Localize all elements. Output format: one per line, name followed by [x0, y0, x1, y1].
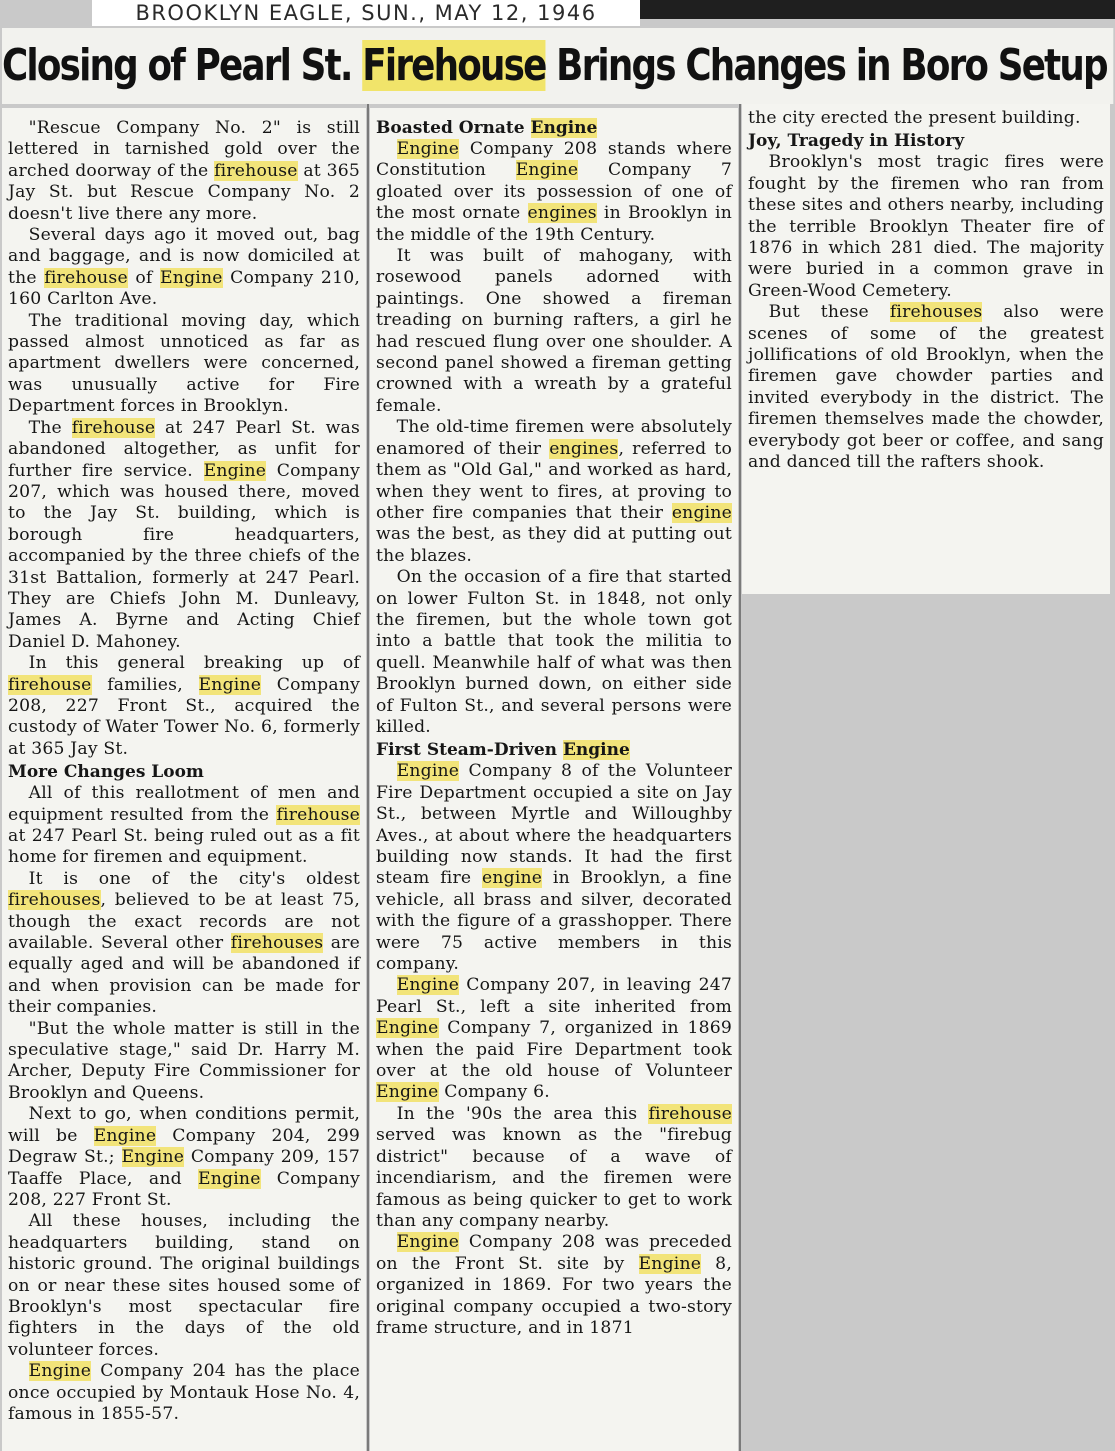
- keyword-highlight: firehouse: [214, 160, 298, 181]
- keyword-highlight: Engine: [198, 1168, 261, 1189]
- keyword-highlight: firehouse: [276, 804, 360, 825]
- headline: [2, 28, 1113, 104]
- paragraph: The old-time firemen were absolutely enamored of their engines, referred to them as "Old Gal," and worked as hard, when they went to fires, at proving to other fire companies that their engine was the best, as they did at putting out the blazes.: [376, 417, 732, 566]
- masthead: BROOKLYN EAGLE, SUN., MAY 12, 1946: [92, 0, 640, 26]
- keyword-highlight: Engine: [160, 267, 223, 288]
- masthead-bar: [640, 0, 1115, 19]
- keyword-highlight: engines: [527, 203, 597, 224]
- keyword-highlight: Engine: [530, 118, 598, 138]
- article-column-1: [2, 108, 366, 1451]
- paragraph: In this general breaking up of firehouse families, Engine Company 208, 227 Front St., acquired the custody of Water Tower No. 6, formerly at 365 Jay St.: [8, 653, 361, 759]
- keyword-highlight: Engine: [376, 1018, 439, 1039]
- column-rule: [739, 104, 741, 1451]
- paragraph: Engine Company 204 has the place once occupied by Montauk Hose No. 4, famous in 1855-57.: [8, 1361, 360, 1424]
- headline-highlight: Firehouse: [362, 40, 546, 91]
- keyword-highlight: firehouse: [44, 267, 128, 288]
- subheading: Joy, Tragedy in History: [748, 131, 965, 152]
- keyword-highlight: Engine: [203, 460, 267, 481]
- keyword-highlight: Engine: [515, 160, 579, 181]
- keyword-highlight: Engine: [376, 1082, 439, 1103]
- keyword-highlight: Engine: [396, 1232, 460, 1253]
- keyword-highlight: Engine: [93, 1125, 157, 1146]
- paragraph: "Rescue Company No. 2" is still lettered in tarnished gold over the arched doorway of the firehouse at 365 Jay St. but Rescue Company No. 2 doesn't live there any more.: [8, 118, 360, 224]
- keyword-highlight: Engine: [396, 761, 460, 782]
- paragraph: It is one of the city's oldest firehouses, believed to be at least 75, though the exact records are not available. Several other firehouses are equally aged and will be abandoned if and when provision can be made for their companies.: [8, 868, 360, 1018]
- headline-before: Closing of Pearl St.: [2, 40, 363, 91]
- paragraph: Engine Company 8 of the Volunteer Fire Department occupied a site on Jay St., between Myrtle and Willoughby Aves., at about where the headquarters building now stands. It had the first steam fire engine in Brooklyn, a fine vehicle, all brass and silver, decorated with the figure of a grasshopper. There were 75 active members in this company.: [376, 761, 732, 975]
- paragraph: Brooklyn's most tragic fires were fought by the firemen who ran from these sites and others nearby, including the terrible Brooklyn Theater fire of 1876 in which 281 died. The majority were buried in a common grave in Green-Wood Cemetery.: [748, 152, 1104, 301]
- paragraph: The traditional moving day, which passed almost unnoticed as far as apartment dwellers were concerned, was unusually active for Fire Department forces in Brooklyn.: [8, 310, 360, 417]
- keyword-highlight: Engine: [396, 139, 460, 159]
- keyword-highlight: engine: [671, 502, 732, 523]
- keyword-highlight: Engine: [121, 1147, 185, 1168]
- keyword-highlight: Engine: [198, 674, 262, 695]
- paragraph: Several days ago it moved out, bag and baggage, and is now domiciled at the firehouse of Engine Company 210, 160 Carlton Ave.: [8, 225, 360, 310]
- paragraph: All these houses, including the headquarters building, stand on historic ground. The original buildings on or near these sites housed some of Brooklyn's most spectacular fire fighters in the days of the old volunteer forces.: [8, 1211, 360, 1360]
- keyword-highlight: engine: [482, 868, 543, 889]
- keyword-highlight: firehouse: [71, 417, 156, 438]
- paragraph: "But the whole matter is still in the speculative stage," said Dr. Harry M. Archer, Deputy Fire Commissioner for Brooklyn and Queens.: [8, 1018, 360, 1103]
- keyword-highlight: firehouse: [648, 1103, 732, 1124]
- keyword-highlight: Engine: [562, 740, 630, 761]
- paragraph: On the occasion of a fire that started on lower Fulton St. in 1848, not only the firemen, but the whole town got into a battle that took the militia to quell. Meanwhile half of what was then Brooklyn burned down, on either side of Fulton St., and several persons were killed.: [376, 567, 732, 737]
- keyword-highlight: Engine: [28, 1361, 92, 1382]
- keyword-highlight: firehouses: [230, 933, 324, 954]
- paragraph: Next to go, when conditions permit, will be Engine Company 204, 299 Degraw St.; Engine Company 209, 157 Taaffe Place, and Engine Company 208, 227 Front St.: [8, 1104, 361, 1210]
- article-column-2: [370, 108, 738, 1451]
- headline-after: Brings Changes in Boro Setup: [545, 40, 1107, 91]
- keyword-highlight: Engine: [396, 975, 460, 996]
- column-rule: [367, 104, 369, 1451]
- paragraph: All of this reallotment of men and equipment resulted from the firehouse at 247 Pearl St. being ruled out as a fit home for firemen and equipment.: [8, 783, 360, 868]
- paragraph: But these firehouses also were scenes of some of the greatest jollifications of old Brooklyn, when the firemen gave chowder parties and invited everybody in the district. The firemen themselves made the chowder, everybody got beer or coffee, and sang and danced till the rafters shook.: [748, 302, 1104, 473]
- paragraph: The firehouse at 247 Pearl St. was abandoned altogether, as unfit for further fire service. Engine Company 207, which was housed there, moved to the Jay St. building, which is borough fire headquarters, accompanied by the three chiefs of the 31st Battalion, formerly at 247 Pearl. They are Chiefs John M. Dunleavy, James A. Byrne and Acting Chief Daniel D. Mahoney.: [8, 417, 360, 652]
- keyword-highlight: engines: [549, 438, 619, 459]
- subheading: More Changes Loom: [8, 762, 204, 783]
- keyword-highlight: firehouse: [8, 674, 92, 695]
- paragraph: It was built of mahogany, with rosewood panels adorned with paintings. One showed a fireman treading on burning rafters, a girl he had rescued flung over one shoulder. A second panel showed a fireman getting crowned with a wreath by a grateful female.: [376, 246, 732, 416]
- keyword-highlight: firehouses: [889, 302, 983, 323]
- paragraph: In the '90s the area this firehouse served was known as the "firebug district" because of a wave of incendiarism, and the firemen were famous as being quicker to get to work than any company nearby.: [376, 1103, 732, 1231]
- subheading: Boasted Ornate Engine: [376, 118, 598, 138]
- subheading: First Steam-Driven Engine: [376, 740, 630, 761]
- paragraph: Engine Company 208 stands where Constitution Engine Company 7 gloated over its possession of one of the most ornate engines in Brooklyn in the middle of the 19th Century.: [376, 139, 732, 245]
- paragraph: Engine Company 207, in leaving 247 Pearl St., left a site inherited from Engine Company 7, organized in 1869 when the paid Fire Department took over at the old house of Volunteer Engine Company 6.: [376, 975, 732, 1103]
- keyword-highlight: firehouses: [8, 890, 101, 911]
- keyword-highlight: Engine: [638, 1253, 702, 1274]
- paragraph: Engine Company 208 was preceded on the Front St. site by Engine 8, organized in 1869. For two years the original company occupied a two-story frame structure, and in 1871: [376, 1232, 732, 1338]
- paragraph: the city erected the present building.: [748, 108, 1081, 128]
- article-column-3: [742, 104, 1110, 594]
